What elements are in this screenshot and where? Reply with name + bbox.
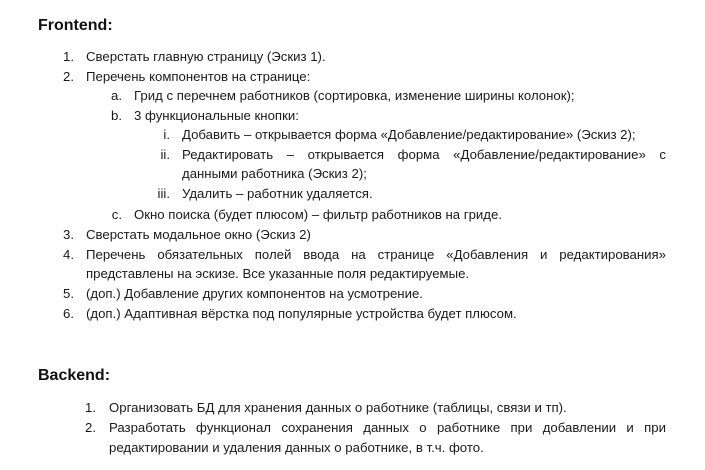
frontend-item-3-text: Сверстать модальное окно (Эскиз 2) <box>86 227 311 242</box>
backend-heading: Backend: <box>38 367 111 384</box>
frontend-item-6-number: 6. <box>63 305 74 321</box>
frontend-subitem-c-text: Окно поиска (будет плюсом) – фильтр работников на гриде. <box>134 207 502 222</box>
frontend-item-4-text-line1: Перечень обязательных полей ввода на странице «Добавления и редактирования» <box>86 246 666 262</box>
frontend-heading: Frontend: <box>38 17 113 34</box>
frontend-subitem-b-letter: b. <box>111 107 122 123</box>
backend-item-1-number: 1. <box>85 400 96 415</box>
frontend-subsubitem-i-numeral: i. <box>163 127 170 142</box>
backend-item-1-text: Организовать БД для хранения данных о работнике (таблицы, связи и тп). <box>109 400 567 415</box>
frontend-subsubitem-iii-text: Удалить – работник удаляется. <box>182 185 373 201</box>
frontend-subitem-a-text: Грид с перечнем работников (сортировка, изменение ширины колонок); <box>134 88 575 103</box>
backend-item-2-number: 2. <box>85 420 96 435</box>
frontend-item-1-text: Сверстать главную страницу (Эскиз 1). <box>86 49 326 64</box>
frontend-subitem-c-letter: c. <box>111 207 122 222</box>
frontend-item-4-number: 4. <box>63 246 74 262</box>
frontend-subitem-a-letter: a. <box>111 88 122 103</box>
frontend-item-3-number: 3. <box>63 227 74 242</box>
backend-item-2-text-line2: редактировании и удаления данных о работнике, в т.ч. фото. <box>109 439 484 455</box>
frontend-item-2-number: 2. <box>63 68 74 84</box>
frontend-item-5-number: 5. <box>63 286 74 301</box>
backend-item-2-text-line1: Разработать функционал сохранения данных о работнике при добавлении и при <box>109 420 666 435</box>
frontend-subsubitem-iii-numeral: iii. <box>157 185 170 201</box>
frontend-item-2-text: Перечень компонентов на странице: <box>86 68 311 84</box>
frontend-item-5-text: (доп.) Добавление других компонентов на усмотрение. <box>86 286 423 301</box>
frontend-item-1-number: 1. <box>63 49 74 64</box>
frontend-subsubitem-ii-numeral: ii. <box>160 146 170 162</box>
frontend-subsubitem-i-text: Добавить – открывается форма «Добавление/редактирование» (Эскиз 2); <box>182 127 636 142</box>
frontend-subsubitem-ii-text-line1: Редактировать – открывается форма «Добавление/редактирование» с <box>182 146 666 162</box>
frontend-item-4-text-line2: представлены на эскизе. Все указанные поля редактируемые. <box>86 266 470 281</box>
frontend-subitem-b-text: 3 функциональные кнопки: <box>134 107 299 123</box>
frontend-subsubitem-ii-text-line2: данными работника (Эскиз 2); <box>182 166 367 181</box>
frontend-item-6-text: (доп.) Адаптивная вёрстка под популярные устройства будет плюсом. <box>86 305 517 321</box>
